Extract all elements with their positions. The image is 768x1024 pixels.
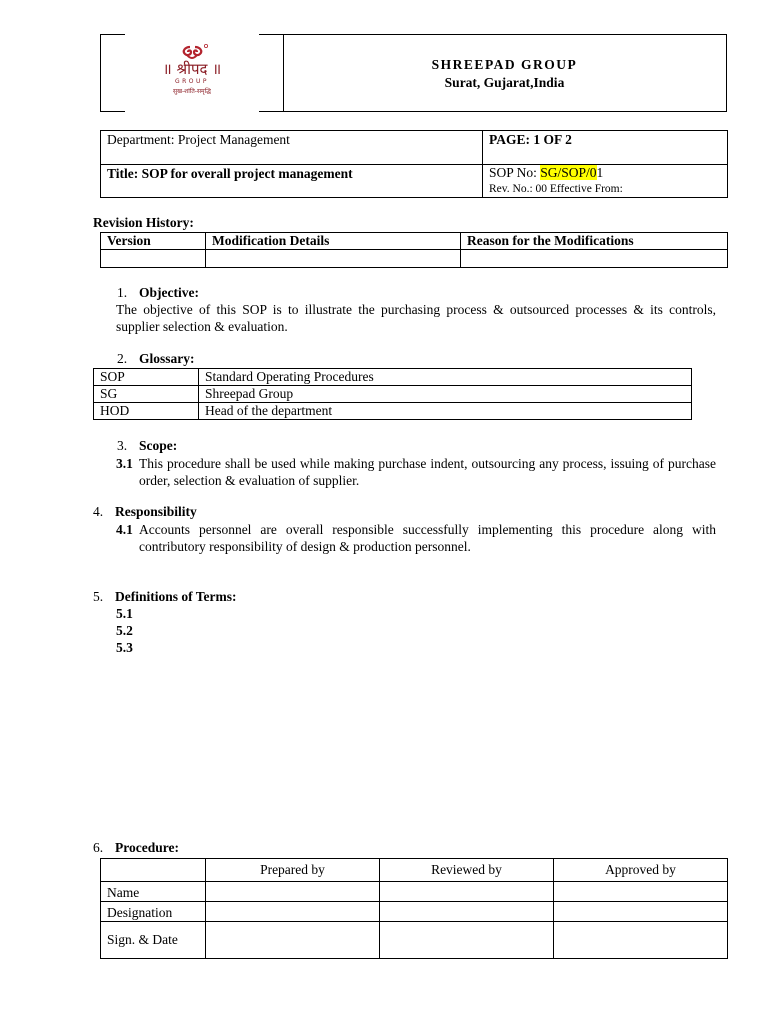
approval-cell — [554, 902, 728, 922]
department: Department: Project Management — [107, 132, 290, 147]
glossary-heading: 2. Glossary: — [117, 351, 195, 366]
approval-cell — [206, 922, 380, 959]
revision-col-details: Modification Details — [206, 233, 461, 250]
approval-col-approved: Approved by — [554, 859, 728, 882]
scope-heading: 3. Scope: — [117, 438, 178, 453]
revision-table — [100, 232, 728, 268]
logo-tagline: सुख-शांति-समृद्धि — [173, 88, 211, 95]
approval-row-name: Name — [101, 882, 206, 902]
revision-cell — [206, 250, 461, 268]
department-cell — [101, 131, 483, 165]
definition-item: 5.2 — [116, 623, 133, 638]
glossary-term: SOP — [94, 369, 199, 386]
logo-cell — [101, 35, 284, 111]
objective-heading: 1. Objective: — [117, 285, 199, 300]
glossary-term: HOD — [94, 403, 199, 420]
definition-item: 5.1 — [116, 606, 133, 621]
revision-col-reason: Reason for the Modifications — [461, 233, 728, 250]
glossary-definition: Shreepad Group — [199, 386, 692, 403]
definitions-heading: 5. Definitions of Terms: — [93, 589, 237, 604]
title-cell — [101, 165, 483, 198]
sop-cell — [483, 165, 728, 198]
approval-cell — [380, 922, 554, 959]
revision-cell — [461, 250, 728, 268]
glossary-term: SG — [94, 386, 199, 403]
approval-table — [100, 858, 728, 959]
approval-row-sign-date: Sign. & Date — [101, 922, 206, 959]
scope-item-text: This procedure shall be used while making purchase indent, outsourcing any process, issuing of purchase order, selection & evaluation of supplier. — [139, 456, 716, 488]
sop-number-highlight: SG/SOP/0 — [540, 165, 597, 180]
revision-col-version: Version — [101, 233, 206, 250]
shreepad-logo — [137, 41, 247, 101]
revision-cell — [101, 250, 206, 268]
revision-heading: Revision History: — [93, 215, 194, 230]
logo-group: GROUP — [174, 78, 210, 85]
responsibility-heading: 4. Responsibility — [93, 504, 197, 519]
glossary-definition: Head of the department — [199, 403, 692, 420]
page-cell — [483, 131, 728, 165]
responsibility-item — [116, 521, 716, 555]
approval-col-prepared: Prepared by — [206, 859, 380, 882]
glossary-table — [93, 368, 692, 420]
approval-cell — [206, 882, 380, 902]
procedure-heading: 6. Procedure: — [93, 840, 179, 855]
approval-corner — [101, 859, 206, 882]
page-number: PAGE: 1 OF 2 — [489, 132, 572, 147]
sop-number-rest: 1 — [596, 165, 604, 180]
approval-cell — [206, 902, 380, 922]
approval-col-reviewed: Reviewed by — [380, 859, 554, 882]
revision-info: Rev. No.: 00 Effective From: — [489, 183, 623, 195]
responsibility-item-text: Accounts personnel are overall responsible successfully implementing this procedure along with contributory responsibility of design & production personnel. — [139, 522, 716, 554]
sop-title: Title: SOP for overall project management — [107, 166, 353, 181]
responsibility-item-number: 4.1 — [116, 522, 133, 537]
approval-row-designation: Designation — [101, 902, 206, 922]
logo-devanagari: ॥ श्रीपद ॥ — [162, 60, 222, 78]
scope-item — [116, 455, 716, 489]
scope-item-number: 3.1 — [116, 456, 133, 471]
approval-cell — [380, 902, 554, 922]
company-location: Surat, Gujarat,India — [444, 75, 565, 90]
glossary-row — [94, 403, 692, 420]
objective-text: The objective of this SOP is to illustrate the purchasing process & outsourced processes & its controls, supplier selection & evaluation. — [116, 302, 716, 334]
company-name: SHREEPAD GROUP — [431, 57, 578, 72]
document-header — [100, 34, 727, 112]
glossary-row — [94, 369, 692, 386]
approval-cell — [554, 922, 728, 959]
glossary-row — [94, 386, 692, 403]
definitions-list — [116, 605, 133, 656]
glossary-definition: Standard Operating Procedures — [199, 369, 692, 386]
approval-cell — [380, 882, 554, 902]
info-table — [100, 130, 728, 198]
definition-item: 5.3 — [116, 640, 133, 655]
approval-cell — [554, 882, 728, 902]
sop-label: SOP No: — [489, 165, 541, 180]
